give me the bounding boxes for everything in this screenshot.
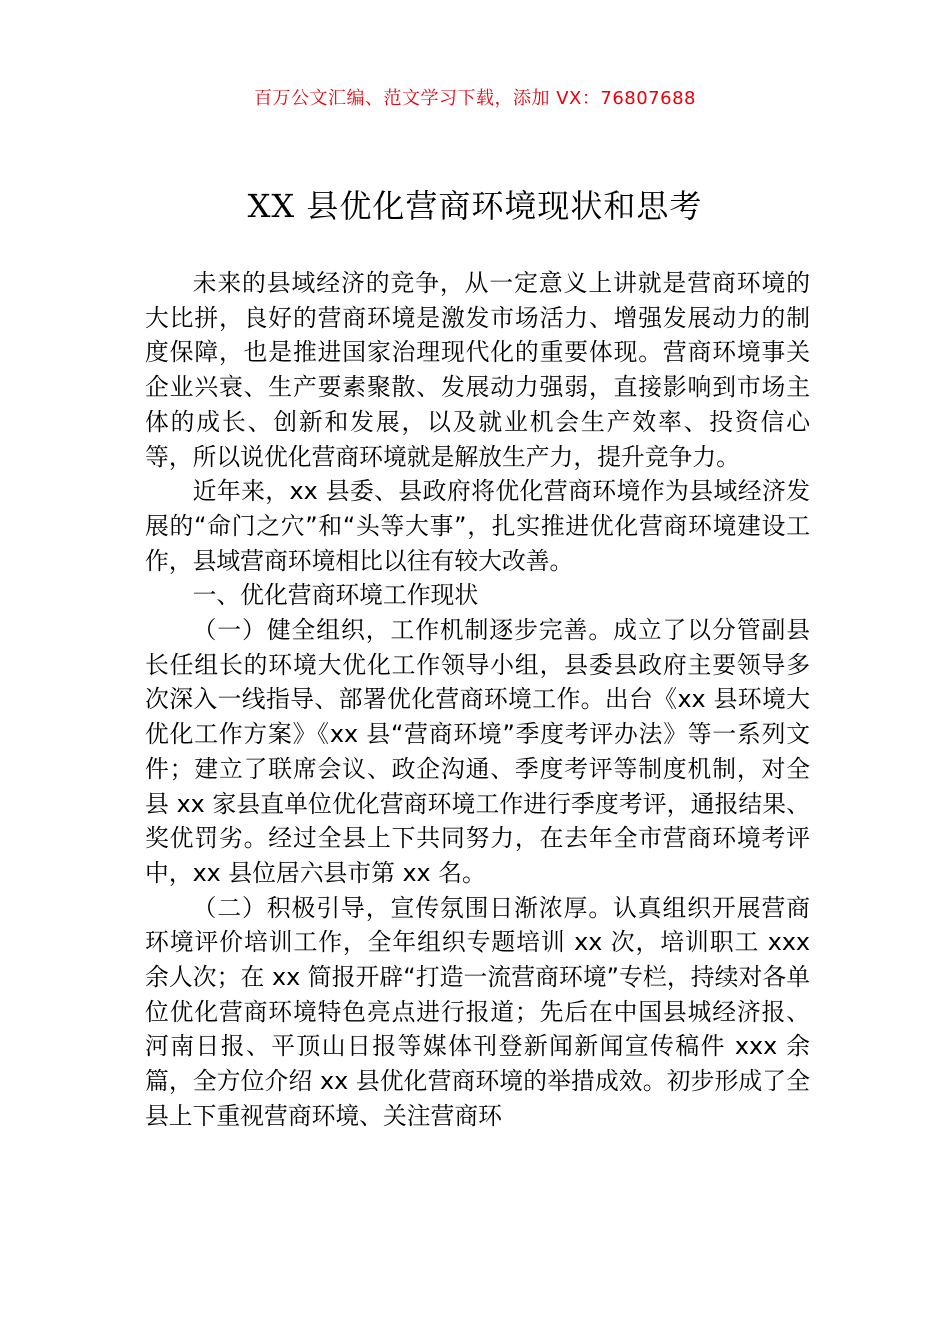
document-title: XX 县优化营商环境现状和思考 <box>247 187 703 225</box>
paragraph-recent-years: 近年来，xx 县委、县政府将优化营商环境作为县域经济发展的“命门之穴”和“头等大事”，扎实推进优化营商环境建设工作，县域营商环境相比以往有较大改善。 <box>145 477 810 575</box>
section-heading-1: 一、优化营商环境工作现状 <box>192 581 479 610</box>
document-body <box>145 266 810 1134</box>
watermark-banner: 百万公文汇编、范文学习下载，添加 VX：76807688 <box>254 88 696 109</box>
paragraph-intro: 未来的县域经济的竞争，从一定意义上讲就是营商环境的大比拼，良好的营商环境是激发市场活力、增强发展动力的制度保障，也是推进国家治理现代化的重要体现。营商环境事关企业兴衰、生产要素聚散、发展动力强弱，直接影响到市场主体的成长、创新和发展，以及就业机会生产效率、投资信心等，所以说优化营商环境就是解放生产力，提升竞争力。 <box>145 269 810 471</box>
paragraph-section-1-1: （一）健全组织，工作机制逐步完善。成立了以分管副县长任组长的环境大优化工作领导小组，县委县政府主要领导多次深入一线指导、部署优化营商环境工作。出台《xx 县环境大优化工作方案》《xx 县“营商环境”季度考评办法》等一系列文件；建立了联席会议、政企沟通、季度考评等制度机制，对全县 xx 家县直单位优化营商环境工作进行季度考评，通报结果、奖优罚劣。经过全县上下共同努力，在去年全市营商环境考评中，xx 县位居六县市第 xx 名。 <box>145 616 810 887</box>
paragraph-section-1-2: （二）积极引导，宣传氛围日渐浓厚。认真组织开展营商环境评价培训工作，全年组织专题培训 xx 次，培训职工 xxx 余人次；在 xx 简报开辟“打造一流营商环境”专栏，持续对各单位优化营商环境特色亮点进行报道；先后在中国县城经济报、河南日报、平顶山日报等媒体刊登新闻新闻宣传稿件 xxx 余篇，全方位介绍 xx 县优化营商环境的举措成效。初步形成了全县上下重视营商环境、关注营商环 <box>145 893 810 1130</box>
